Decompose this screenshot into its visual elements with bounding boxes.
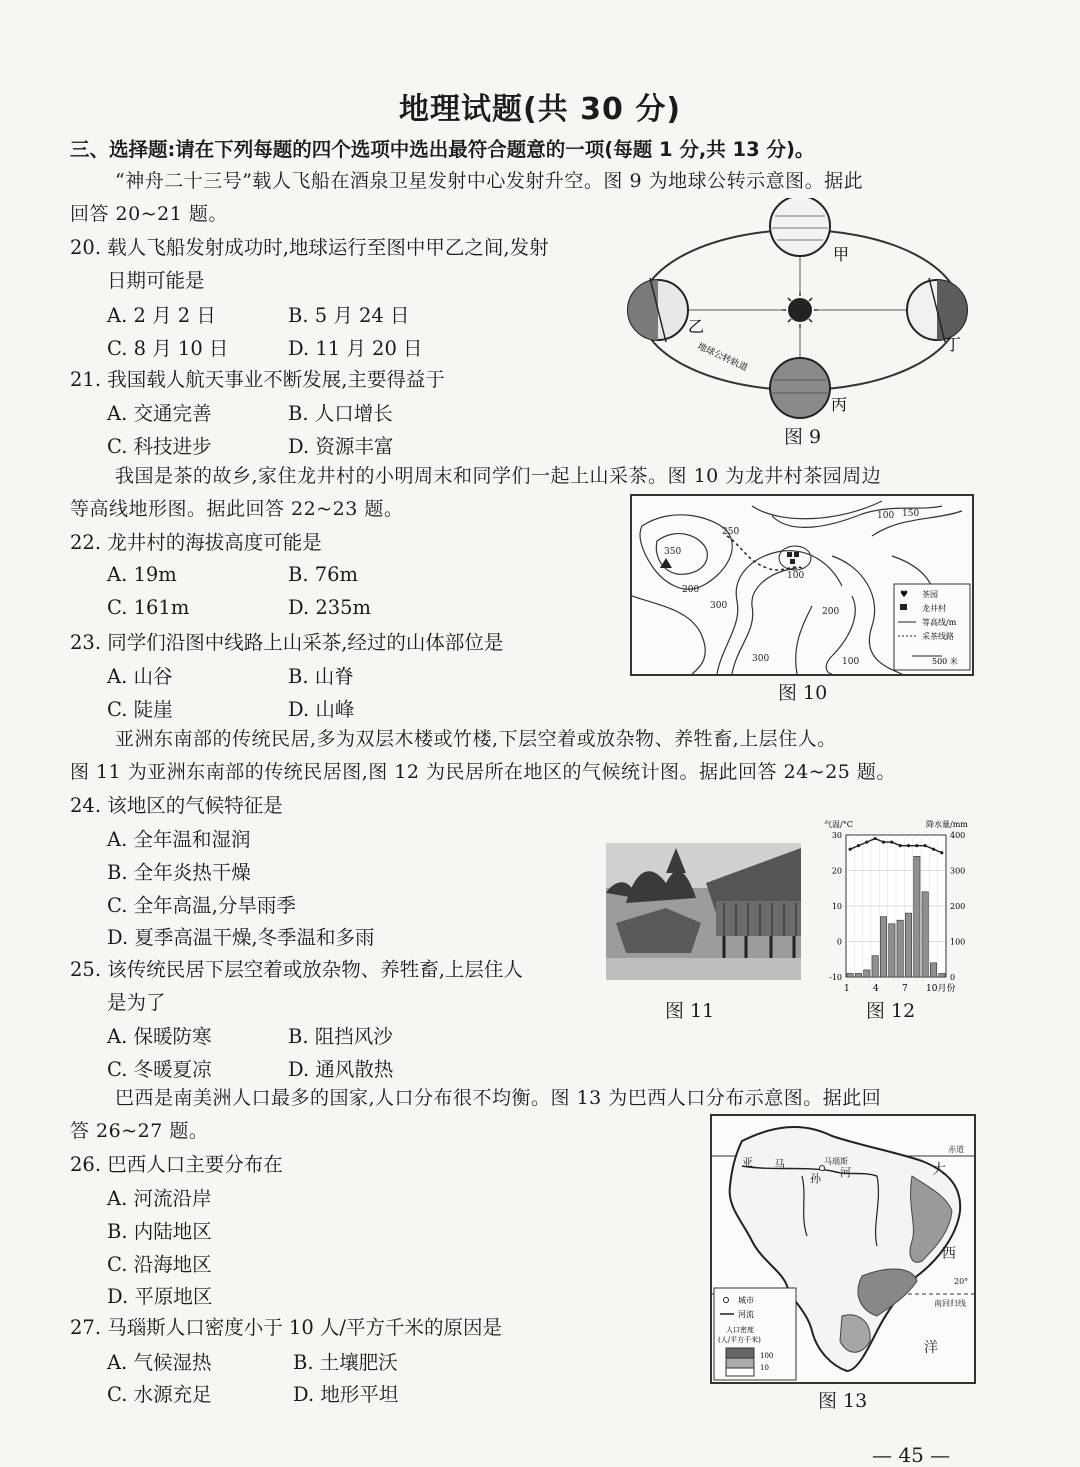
precip-bar xyxy=(855,973,861,977)
passage-2-line-2: 等高线地形图。据此回答 22~23 题。 xyxy=(70,498,404,520)
label-bing: 丙 xyxy=(831,395,848,414)
q26-option-c: C. 沿海地区 xyxy=(107,1253,212,1276)
svg-text:300: 300 xyxy=(752,654,770,664)
q22-option-a: A. 19m xyxy=(107,563,177,586)
precip-tick-label: 100 xyxy=(950,937,966,947)
svg-text:大: 大 xyxy=(932,1162,946,1178)
temp-point xyxy=(874,837,877,840)
svg-text:300: 300 xyxy=(710,601,728,611)
temp-tick-label: 30 xyxy=(831,831,842,840)
precip-bar xyxy=(847,973,853,977)
precip-bar xyxy=(914,856,920,977)
precip-tick-label: 300 xyxy=(950,866,966,876)
q21-option-c: C. 科技进步 xyxy=(107,435,212,458)
q20-option-c: C. 8 月 10 日 xyxy=(107,337,229,360)
temp-point xyxy=(907,844,910,847)
temp-point xyxy=(915,844,918,847)
temp-point xyxy=(899,844,902,847)
figure-11-house-photo xyxy=(606,843,801,980)
svg-text:茶园: 茶园 xyxy=(922,590,938,599)
question-23-stem: 23. 同学们沿图中线路上山采茶,经过的山体部位是 xyxy=(70,631,504,654)
temp-point xyxy=(924,844,927,847)
q22-option-d: D. 235m xyxy=(288,596,372,619)
question-21-stem: 21. 我国载人航天事业不断发展,主要得益于 xyxy=(70,368,445,391)
svg-text:河: 河 xyxy=(840,1166,851,1179)
temp-point xyxy=(940,851,943,854)
q25-option-a: A. 保暖防寒 xyxy=(107,1025,212,1048)
figure-12-caption: 图 12 xyxy=(866,1000,916,1022)
page-title: 地理试题(共 30 分) xyxy=(398,92,682,127)
q24-option-c: C. 全年高温,分旱雨季 xyxy=(107,894,296,917)
passage-1-line-2: 回答 20~21 题。 xyxy=(70,203,228,225)
orbit-label: 地球公转轨道 xyxy=(695,341,749,374)
svg-text:等高线/m: 等高线/m xyxy=(922,618,957,627)
temp-tick-label: 20 xyxy=(831,866,842,876)
precip-bar xyxy=(864,970,870,977)
svg-text:150: 150 xyxy=(902,509,920,519)
x-tick-10: 10月份 xyxy=(926,984,956,994)
figure-13-caption: 图 13 xyxy=(818,1390,868,1412)
svg-text:♥: ♥ xyxy=(900,590,909,600)
q22-option-b: B. 76m xyxy=(288,563,359,586)
precip-bar xyxy=(905,913,911,977)
svg-text:河流: 河流 xyxy=(738,1310,754,1319)
precip-bar xyxy=(922,892,928,977)
passage-2-line-1: 我国是茶的故乡,家住龙井村的小明周末和同学们一起上山采茶。图 10 为龙井村茶园周边 xyxy=(115,465,882,487)
question-20-stem: 20. 载人飞船发射成功时,地球运行至图中甲乙之间,发射 xyxy=(70,236,549,259)
precip-bar xyxy=(930,963,936,977)
chart-ylabel: 气温/°C xyxy=(824,820,853,829)
figure-13-brazil-map xyxy=(710,1114,976,1384)
precip-bar xyxy=(889,924,895,977)
svg-text:人口密度: 人口密度 xyxy=(726,1326,754,1334)
temp-tick-label: 10 xyxy=(831,902,842,911)
svg-text:100: 100 xyxy=(842,657,860,667)
q27-option-d: D. 地形平坦 xyxy=(293,1383,399,1406)
temp-point xyxy=(882,841,885,844)
q27-option-a: A. 气候湿热 xyxy=(107,1351,212,1374)
passage-4-line-1: 巴西是南美洲人口最多的国家,人口分布很不均衡。图 13 为巴西人口分布示意图。据此回 xyxy=(115,1087,882,1109)
x-tick-1: 1 xyxy=(844,984,850,994)
temp-tick-label: 0 xyxy=(836,937,842,947)
svg-text:350: 350 xyxy=(664,547,682,557)
passage-3-line-1: 亚洲东南部的传统民居,多为双层木楼或竹楼,下层空着或放杂物、养牲畜,上层住人。 xyxy=(115,728,837,750)
svg-text:(人/平方千米): (人/平方千米) xyxy=(718,1336,761,1344)
q24-option-d: D. 夏季高温干燥,冬季温和多雨 xyxy=(107,926,375,949)
precip-tick-label: 200 xyxy=(950,902,966,911)
svg-text:亚: 亚 xyxy=(742,1156,753,1169)
earth-bing xyxy=(770,358,830,418)
q21-option-b: B. 人口增长 xyxy=(288,402,393,425)
svg-text:250: 250 xyxy=(722,527,740,537)
figure-11-caption: 图 11 xyxy=(665,1000,715,1022)
q24-option-a: A. 全年温和湿润 xyxy=(107,828,251,851)
question-25-stem-cont: 是为了 xyxy=(107,991,166,1014)
svg-text:龙井村: 龙井村 xyxy=(922,604,946,613)
question-22-stem: 22. 龙井村的海拔高度可能是 xyxy=(70,531,322,554)
svg-text:20°: 20° xyxy=(954,1277,969,1286)
peak-triangle xyxy=(660,558,672,568)
precip-bar xyxy=(939,973,945,977)
svg-text:洋: 洋 xyxy=(924,1340,938,1356)
city-manaus xyxy=(820,1166,825,1171)
precip-bar xyxy=(872,956,878,977)
q25-option-c: C. 冬暖夏凉 xyxy=(107,1058,212,1081)
svg-text:南回归线: 南回归线 xyxy=(934,1299,966,1308)
page-number: — 45 — xyxy=(872,1443,951,1467)
question-25-stem: 25. 该传统民居下层空着或放杂物、养牲畜,上层住人 xyxy=(70,958,523,981)
figure-9-caption: 图 9 xyxy=(784,426,822,448)
x-tick-4: 4 xyxy=(873,984,879,994)
figure-10-legend xyxy=(894,584,970,670)
svg-text:城市: 城市 xyxy=(738,1296,754,1305)
q23-option-d: D. 山峰 xyxy=(288,698,355,721)
precip-bar xyxy=(897,920,903,977)
question-27-stem: 27. 马瑙斯人口密度小于 10 人/平方千米的原因是 xyxy=(70,1316,502,1339)
figure-13-legend xyxy=(714,1288,796,1380)
temp-point xyxy=(932,848,935,851)
svg-text:200: 200 xyxy=(682,585,700,595)
section-heading: 三、选择题:请在下列每题的四个选项中选出最符合题意的一项(每题 1 分,共 13 分)。 xyxy=(70,138,815,161)
figure-12-climate-chart xyxy=(816,815,976,995)
q21-option-d: D. 资源丰富 xyxy=(288,435,394,458)
x-tick-7: 7 xyxy=(902,984,908,994)
earth-ding xyxy=(907,278,967,342)
svg-text:马瑙斯: 马瑙斯 xyxy=(824,1157,848,1166)
q20-option-b: B. 5 月 24 日 xyxy=(288,304,410,327)
temp-point xyxy=(865,841,868,844)
chart-plot-area xyxy=(829,831,965,982)
passage-4-line-2: 答 26~27 题。 xyxy=(70,1120,209,1142)
q20-option-d: D. 11 月 20 日 xyxy=(288,337,423,360)
passage-1-line-1: “神舟二十三号”载人飞船在酒泉卫星发射中心发射升空。图 9 为地球公转示意图。据此 xyxy=(115,170,864,192)
question-26-stem: 26. 巴西人口主要分布在 xyxy=(70,1153,283,1176)
temp-point xyxy=(890,841,893,844)
svg-text:孙: 孙 xyxy=(810,1172,821,1185)
q27-option-c: C. 水源充足 xyxy=(107,1383,212,1406)
q26-option-d: D. 平原地区 xyxy=(107,1285,213,1308)
q24-option-b: B. 全年炎热干燥 xyxy=(107,861,251,884)
temp-point xyxy=(857,844,860,847)
label-yi: 乙 xyxy=(688,317,705,336)
figure-10-contour-map xyxy=(630,494,974,676)
earth-jia xyxy=(770,198,830,256)
figure-10-caption: 图 10 xyxy=(778,682,828,704)
svg-text:100: 100 xyxy=(787,571,805,581)
earth-yi xyxy=(628,278,688,342)
svg-text:100: 100 xyxy=(760,1352,774,1360)
passage-3-line-2: 图 11 为亚洲东南部的传统民居图,图 12 为民居所在地区的气候统计图。据此回答 24~25 题。 xyxy=(70,761,896,783)
q23-option-b: B. 山脊 xyxy=(288,665,354,688)
q22-option-c: C. 161m xyxy=(107,596,190,619)
svg-text:10: 10 xyxy=(760,1364,769,1372)
svg-text:赤道: 赤道 xyxy=(948,1145,964,1154)
q26-option-b: B. 内陆地区 xyxy=(107,1220,212,1243)
svg-text:100: 100 xyxy=(877,511,895,521)
label-jia: 甲 xyxy=(833,245,850,264)
q25-option-b: B. 阻挡风沙 xyxy=(288,1025,393,1048)
q20-option-a: A. 2 月 2 日 xyxy=(107,304,216,327)
svg-text:500 米: 500 米 xyxy=(932,657,958,666)
q23-option-c: C. 陡崖 xyxy=(107,698,173,721)
figure-9-earth-orbit xyxy=(625,198,975,448)
q26-option-a: A. 河流沿岸 xyxy=(107,1187,212,1210)
question-24-stem: 24. 该地区的气候特征是 xyxy=(70,794,283,817)
svg-text:西: 西 xyxy=(942,1246,956,1262)
svg-text:采茶线路: 采茶线路 xyxy=(922,632,954,641)
label-ding: 丁 xyxy=(945,335,962,354)
q21-option-a: A. 交通完善 xyxy=(107,402,212,425)
question-20-stem-cont: 日期可能是 xyxy=(107,269,205,292)
precip-bar xyxy=(880,917,886,977)
precip-tick-label: 0 xyxy=(950,973,956,982)
temp-point xyxy=(849,848,852,851)
q27-option-b: B. 土壤肥沃 xyxy=(293,1351,398,1374)
svg-text:马: 马 xyxy=(774,1158,785,1171)
svg-text:200: 200 xyxy=(822,607,840,617)
temp-tick-label: -10 xyxy=(829,973,842,982)
chart-y2label: 降水量/mm xyxy=(926,820,968,829)
q23-option-a: A. 山谷 xyxy=(107,665,173,688)
sun-icon xyxy=(782,292,818,328)
q25-option-d: D. 通风散热 xyxy=(288,1058,394,1081)
precip-tick-label: 400 xyxy=(950,831,966,840)
